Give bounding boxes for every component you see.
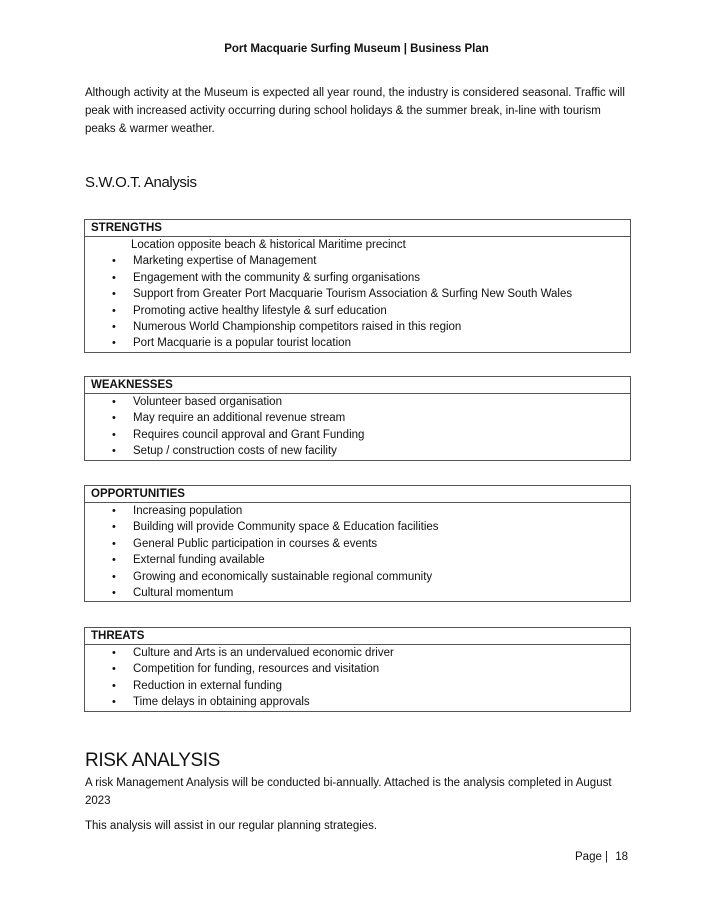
list-item-text: Marketing expertise of Management (133, 255, 317, 268)
list-item (85, 443, 630, 459)
strengths-box (84, 219, 631, 353)
risk-paragraph-2: This analysis will assist in our regular planning strategies. (85, 820, 378, 832)
bullet-icon: • (112, 412, 116, 425)
list-item-text: Engagement with the community & surfing organisations (133, 271, 421, 284)
strengths-list (85, 237, 630, 352)
list-item (85, 569, 630, 585)
bullet-icon: • (112, 679, 116, 692)
bullet-icon: • (112, 570, 116, 583)
list-item (85, 303, 630, 319)
list-item (85, 410, 630, 426)
list-item-text: Volunteer based organisation (133, 396, 282, 408)
bullet-icon: • (112, 696, 116, 709)
bullet-icon: • (112, 304, 116, 317)
list-item-text: Time delays in obtaining approvals (133, 696, 310, 709)
list-item (85, 694, 630, 710)
list-item-text: Increasing population (133, 505, 243, 517)
bullet-icon: • (112, 445, 116, 458)
list-item (85, 335, 630, 351)
list-item-text: Setup / construction costs of new facility (133, 445, 337, 458)
list-item (85, 427, 630, 443)
bullet-icon: • (112, 521, 116, 534)
page-label: Page | (575, 851, 609, 863)
list-item-text: External funding available (133, 554, 265, 567)
list-item-text: Requires council approval and Grant Funding (133, 428, 365, 441)
list-item (85, 645, 630, 661)
intro-paragraph: Although activity at the Museum is expected all year round, the industry is considered seasonal. Traffic will peak with increased activity occurring during school holidays & the summer break, in-line with tourism peaks & warmer weather. (85, 87, 625, 135)
list-item (85, 536, 630, 552)
list-item-text: Support from Greater Port Macquarie Tourism Association & Surfing New South Wales (133, 288, 573, 301)
page-footer (575, 851, 628, 863)
list-item-text: Growing and economically sustainable regional community (133, 570, 433, 583)
bullet-icon: • (112, 505, 116, 517)
list-item-text: Reduction in external funding (133, 679, 282, 692)
list-item-text: Building will provide Community space & Education facilities (133, 521, 439, 534)
threats-box (84, 627, 631, 712)
list-item (85, 237, 630, 253)
risk-paragraph-1: A risk Management Analysis will be conducted bi-annually. Attached is the analysis completed in August 2023 (85, 777, 612, 807)
weaknesses-list (85, 394, 630, 460)
list-item (85, 286, 630, 302)
bullet-icon: • (112, 396, 116, 408)
bullet-icon: • (112, 428, 116, 441)
list-item (85, 678, 630, 694)
strengths-heading: STRENGTHS (85, 220, 630, 237)
threats-heading: THREATS (85, 628, 630, 645)
list-item (85, 585, 630, 601)
bullet-icon: • (112, 586, 116, 599)
list-item-text: General Public participation in courses & events (133, 537, 378, 550)
list-item (85, 552, 630, 568)
page-number: 18 (615, 851, 629, 863)
list-item-text: May require an additional revenue stream (133, 412, 346, 425)
threats-list (85, 645, 630, 711)
weaknesses-heading: WEAKNESSES (85, 377, 630, 394)
bullet-icon: • (112, 288, 116, 301)
bullet-icon: • (112, 537, 116, 550)
page-header: Port Macquarie Surfing Museum | Business Plan (224, 43, 489, 55)
list-item (85, 519, 630, 535)
bullet-icon: • (112, 271, 116, 284)
list-item (85, 319, 630, 335)
risk-analysis-title: RISK ANALYSIS (85, 750, 220, 771)
swot-title: S.W.O.T. Analysis (85, 174, 197, 191)
list-item-text: Competition for funding, resources and visitation (133, 663, 380, 676)
list-item-text: Promoting active healthy lifestyle & surf education (133, 304, 387, 317)
list-item (85, 253, 630, 269)
list-item-text: Culture and Arts is an undervalued economic driver (133, 647, 394, 659)
list-item-text: Location opposite beach & historical Maritime precinct (131, 239, 406, 251)
bullet-icon: • (112, 337, 116, 350)
list-item-text: Port Macquarie is a popular tourist location (133, 337, 351, 350)
list-item-text: Cultural momentum (133, 586, 234, 599)
list-item (85, 270, 630, 286)
bullet-icon: • (112, 554, 116, 567)
list-item-text: Numerous World Championship competitors raised in this region (133, 320, 462, 333)
bullet-icon: • (112, 647, 116, 659)
weaknesses-box (84, 376, 631, 461)
list-item (85, 394, 630, 410)
bullet-icon: • (112, 320, 116, 333)
bullet-icon: • (112, 255, 116, 268)
bullet-icon: • (112, 663, 116, 676)
list-item (85, 661, 630, 677)
opportunities-heading: OPPORTUNITIES (85, 486, 630, 503)
opportunities-list (85, 503, 630, 601)
opportunities-box (84, 485, 631, 602)
list-item (85, 503, 630, 519)
